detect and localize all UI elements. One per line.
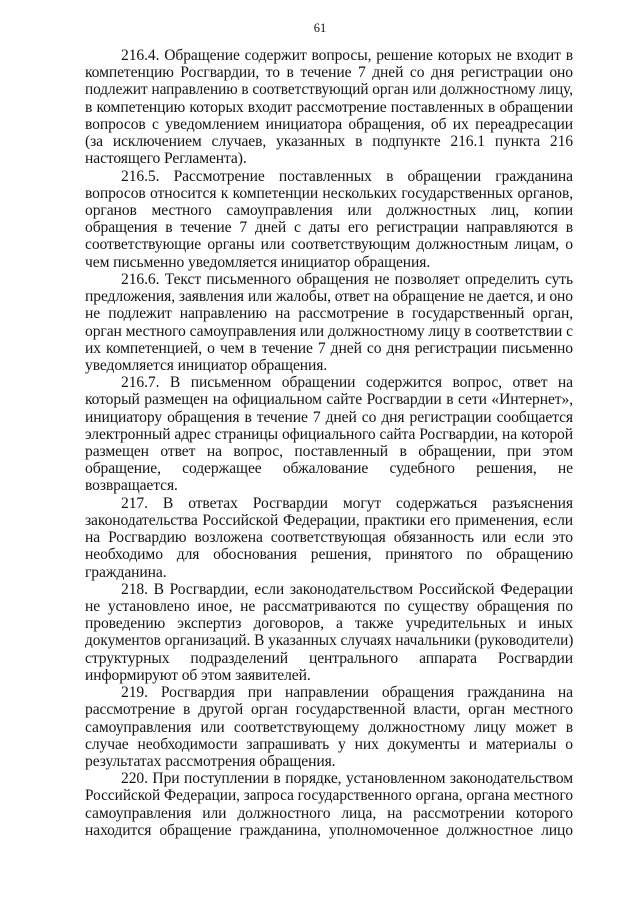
text-line: в компетенцию которых входит рассмотрение поставленных в обращении (85, 98, 573, 116)
text-line: размещен ответ на вопрос, поставленный в обращении, при этом (85, 443, 573, 461)
text-line: структурных подразделений центрального аппарата Росгвардии (85, 649, 573, 667)
paragraph (85, 581, 573, 684)
text-line: уведомляется инициатор обращения. (85, 356, 328, 374)
paragraph (85, 374, 573, 495)
text-line: необходимо для обоснования решения, принятого по обращению (85, 546, 573, 564)
paragraph (85, 47, 573, 168)
text-line: 218. В Росгвардии, если законодательством Российской Федерации (121, 580, 573, 598)
text-line: электронный адрес страницы официального сайта Росгвардии, на которой (85, 425, 573, 443)
paragraph (85, 271, 573, 374)
paragraph (85, 168, 573, 271)
text-line: гражданина. (85, 563, 167, 581)
text-line: предложения, заявления или жалобы, ответ на обращение не дается, и оно (85, 288, 573, 306)
paragraph (85, 770, 573, 839)
text-line: не установлено иное, не рассматриваются по существу обращения по (85, 598, 573, 615)
text-line: самоуправления или должностного лица, на рассмотрении которого (85, 804, 573, 822)
text-line: вопросов с уведомлением инициатора обращения, об их переадресации (85, 115, 573, 133)
text-line: 216.5. Рассмотрение поставленных в обращении гражданина (121, 167, 573, 185)
paragraph (85, 684, 573, 770)
text-line: их компетенцией, о чем в течение 7 дней со дня регистрации письменно (85, 339, 573, 357)
text-line: возвращается. (85, 477, 178, 495)
text-line: 216.6. Текст письменного обращения не позволяет определить суть (121, 270, 573, 288)
text-line: обращение, содержащее обжалование судебного решения, не (85, 460, 573, 478)
text-line: на Росгвардию возложена соответствующая обязанность или если это (85, 529, 573, 547)
text-line: не подлежит направлению на рассмотрение в государственный орган, (85, 305, 573, 323)
text-line: орган местного самоуправления или должностному лицу в соответствии с (85, 322, 573, 340)
text-line: 219. Росгвардия при направлении обращения гражданина на (121, 684, 573, 702)
text-line: находится обращение гражданина, уполномоченное должностное лицо (85, 821, 573, 839)
document-body (85, 47, 573, 839)
text-line: законодательства Российской Федерации, практики его применения, если (85, 511, 573, 529)
text-line: настоящего Регламента). (85, 150, 247, 168)
text-line: 220. При поступлении в порядке, установленном законодательством (121, 770, 573, 788)
text-line: подлежит направлению в соответствующий орган или должностному лицу, (85, 81, 574, 99)
text-line: информируют об этом заявителей. (85, 666, 311, 684)
text-line: результатах рассмотрения обращения. (85, 752, 336, 770)
text-line: самоуправления или соответствующему должностному лицу может в (85, 718, 573, 736)
paragraph (85, 495, 573, 581)
text-line: 216.7. В письменном обращении содержится вопрос, ответ на (121, 374, 573, 392)
text-line: рассмотрение в другой орган государственной власти, орган местного (85, 701, 573, 719)
text-line: инициатору обращения в течение 7 дней со дня регистрации сообщается (85, 408, 573, 426)
text-line: 217. В ответах Росгвардии могут содержаться разъяснения (121, 494, 573, 512)
text-line: который размещен на официальном сайте Росгвардии в сети «Интернет», (85, 391, 573, 409)
text-line: документов организаций. В указанных случаях начальники (руководители) (85, 632, 574, 650)
text-line: обращения в течение 7 дней с даты его регистрации направляются в (85, 219, 573, 237)
text-line: компетенцию Росгвардии, то в течение 7 дней со дня регистрации оно (85, 64, 573, 82)
text-line: Российской Федерации, запроса государственного органа, органа местного (85, 787, 574, 805)
text-line: чем письменно уведомляется инициатор обращения. (85, 253, 431, 271)
page-number: 61 (313, 21, 327, 35)
text-line: вопросов относится к компетенции нескольких государственных органов, (85, 184, 573, 202)
text-line: 216.4. Обращение содержит вопросы, решение которых не входит в (121, 47, 573, 64)
text-line: органов местного самоуправления или должностных лиц, копии (85, 201, 573, 219)
text-line: соответствующие органы или соответствующим должностным лицам, о (85, 236, 573, 254)
text-line: проведению экспертиз договоров, а также учредительных и иных (85, 615, 573, 633)
text-line: (за исключением случаев, указанных в подпункте 216.1 пункта 216 (85, 133, 573, 151)
text-line: случае необходимости запрашивать у них документы и материалы о (85, 735, 573, 753)
